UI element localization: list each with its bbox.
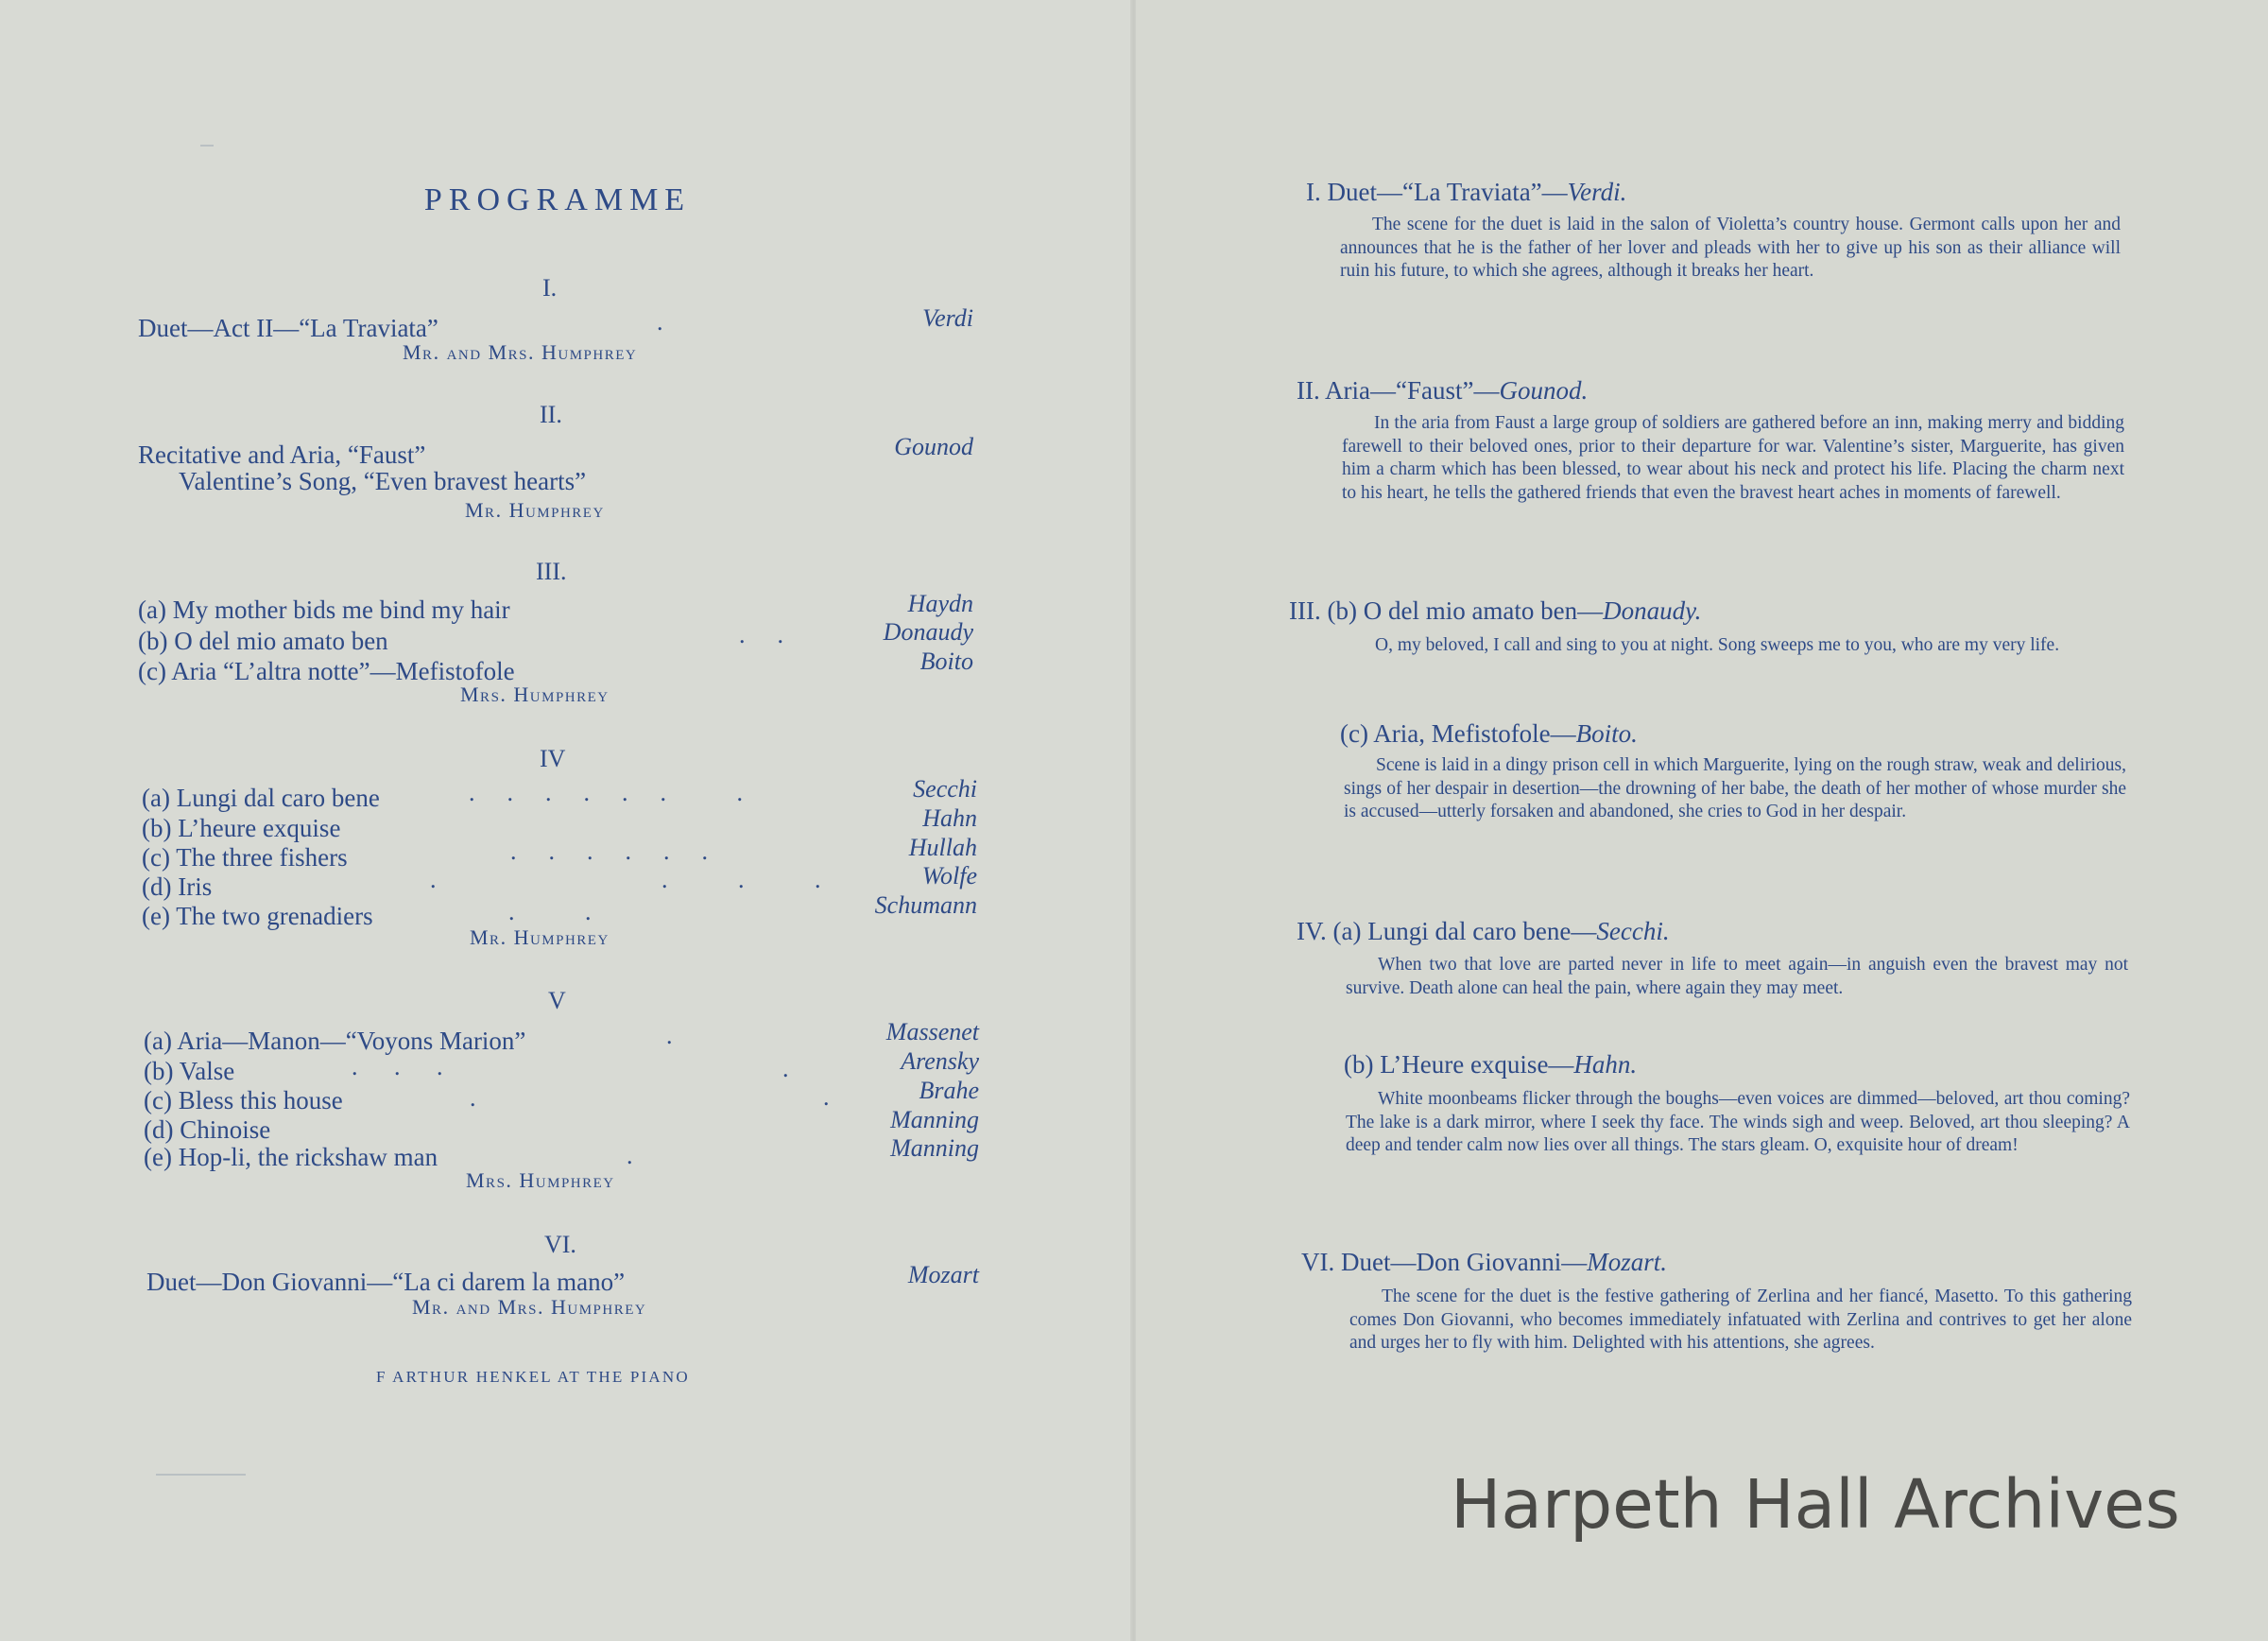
performer-credit: Mr. and Mrs. Humphrey — [403, 340, 638, 364]
paper-mark — [156, 1474, 246, 1476]
programme-item: (b) Valse — [144, 1057, 235, 1085]
note-heading: IV. (a) Lungi dal caro bene—Secchi. — [1297, 917, 1670, 945]
programme-item: Duet—Act II—“La Traviata” — [138, 314, 438, 342]
section-numeral: V — [548, 987, 566, 1014]
note-text: White moonbeams flicker through the boughs—even voices are dimmed—beloved, art thou coming? The lake is a dark mirror, where I seek thy face. The winds sigh and weep. Beloved, art thou sleeping? A deep and tender calm now lies over all things. The stars gleam. O, exquisite hour of dream! — [1346, 1089, 2130, 1155]
programme-item: (a) Lungi dal caro bene — [142, 784, 380, 812]
composer-name: Boito — [919, 648, 973, 675]
archive-watermark: Harpeth Hall Archives — [1451, 1465, 2180, 1544]
note-text: In the aria from Faust a large group of soldiers are gathered before an inn, making merry and bidding farewell to their beloved ones, prior to their departure for war. Valentine’s sister, Marguerite, has given him a charm which has been blessed, to wear about his neck and protect his life. Placing the charm next to his heart, he tells the gathered friends that even the bravest heart aches in moments of farewell. — [1342, 413, 2124, 503]
programme-item: Recitative and Aria, “Faust” — [138, 440, 426, 469]
programme-item: (c) Aria “L’altra notte”—Mefistofole — [138, 657, 515, 685]
programme-item: (d) Chinoise — [144, 1115, 271, 1144]
composer-name: Donaudy — [883, 618, 973, 646]
composer-name: Manning — [890, 1106, 979, 1133]
note-heading: III. (b) O del mio amato ben—Donaudy. — [1289, 596, 1702, 625]
composer-name: Mozart — [907, 1261, 979, 1288]
note-heading: VI. Duet—Don Giovanni—Mozart. — [1301, 1248, 1667, 1276]
leader-dots: .. — [739, 621, 816, 648]
composer-name: Haydn — [907, 590, 973, 617]
programme-title: PROGRAMME — [423, 182, 692, 217]
composer-name: Hullah — [908, 834, 977, 861]
leader-dots: . . . — [662, 866, 853, 893]
section-numeral: I. — [542, 274, 558, 302]
note-heading: I. Duet—“La Traviata”—Verdi. — [1306, 178, 1627, 206]
programme-item: (a) My mother bids me bind my hair — [138, 596, 510, 624]
note-heading: (b) L’Heure exquise—Hahn. — [1344, 1050, 1638, 1079]
note-text: The scene for the duet is the festive gathering of Zerlina and her fiancé, Masetto. To this gathering comes Don Giovanni, who becomes immediately infatuated with Zerlina and contrives to get her alone and urges her to fly with him. Delighted with his attentions, she agrees. — [1349, 1287, 2132, 1353]
leader-dots: . . . — [352, 1053, 458, 1080]
composer-name: Hahn — [922, 804, 977, 832]
composer-name: Verdi — [922, 304, 973, 332]
composer-name: Gounod — [894, 433, 973, 460]
leader-dots: . — [657, 308, 696, 336]
note-text: The scene for the duet is laid in the salon of Violetta’s country house. Germont calls upon her and announces that he is the father of her lover and pleads with her to give up his son as their alliance will ruin his future, to which she agrees, although it breaks her heart. — [1340, 215, 2121, 281]
composer-name: Arensky — [901, 1047, 979, 1075]
section-numeral: III. — [536, 558, 567, 585]
note-heading: (c) Aria, Mefistofole—Boito. — [1340, 719, 1638, 748]
programme-item: (e) The two grenadiers — [142, 902, 373, 930]
composer-name: Wolfe — [921, 862, 977, 890]
programme-item: (a) Aria—Manon—“Voyons Marion” — [144, 1027, 526, 1055]
performer-credit: Mr. Humphrey — [470, 925, 610, 949]
leader-dots: . . — [508, 898, 624, 925]
performer-credit: Mr. Humphrey — [465, 498, 605, 522]
leader-dots: . — [666, 1022, 705, 1049]
right-page — [1136, 0, 2268, 1641]
programme-item: Duet—Don Giovanni—“La ci darem la mano” — [146, 1268, 626, 1296]
composer-name: Massenet — [885, 1018, 979, 1045]
section-numeral: II. — [540, 401, 562, 428]
pianist-credit: F ARTHUR HENKEL AT THE PIANO — [376, 1368, 690, 1386]
left-page — [0, 0, 1132, 1641]
leader-dots: . — [430, 866, 469, 893]
programme-item: Valentine’s Song, “Even bravest hearts” — [179, 467, 587, 495]
programme-item: (e) Hop-li, the rickshaw man — [144, 1143, 438, 1171]
performer-credit: Mrs. Humphrey — [460, 682, 610, 706]
programme-item: (d) Iris — [142, 872, 213, 901]
leader-dots: . — [627, 1142, 665, 1169]
note-text: Scene is laid in a dingy prison cell in which Marguerite, lying on the rough straw, weak and delirious, sings of her despair in desertion—the drowning of her babe, the death of her mother of whose murder she is accused—utterly forsaken and abandoned, she cries to God in her despair. — [1344, 755, 2126, 821]
programme-item: (c) The three fishers — [142, 843, 348, 872]
leader-dots: . — [782, 1055, 821, 1082]
performer-credit: Mr. and Mrs. Humphrey — [412, 1295, 647, 1319]
performer-credit: Mrs. Humphrey — [466, 1168, 615, 1192]
leader-dots: ...... . — [469, 779, 775, 806]
programme-item: (b) O del mio amato ben — [138, 627, 388, 655]
composer-name: Manning — [890, 1134, 979, 1162]
section-numeral: VI. — [544, 1231, 576, 1258]
composer-name: Schumann — [874, 891, 977, 919]
note-text: O, my beloved, I call and sing to you at night. Song sweeps me to you, who are my very life. — [1375, 635, 2060, 655]
programme-item: (b) L’heure exquise — [142, 814, 341, 842]
leader-dots: ...... — [510, 838, 740, 865]
leader-dots: . — [470, 1084, 508, 1112]
composer-name: Secchi — [913, 775, 977, 803]
programme-item: (c) Bless this house — [144, 1086, 343, 1114]
section-numeral: IV — [540, 745, 566, 772]
leader-dots: . — [823, 1083, 862, 1111]
composer-name: Brahe — [919, 1077, 979, 1104]
note-text: When two that love are parted never in life to meet again—in anguish even the bravest may not survive. Death alone can heal the pain, where again they may meet. — [1346, 955, 2128, 998]
note-heading: II. Aria—“Faust”—Gounod. — [1297, 376, 1589, 405]
paper-mark — [200, 145, 214, 147]
